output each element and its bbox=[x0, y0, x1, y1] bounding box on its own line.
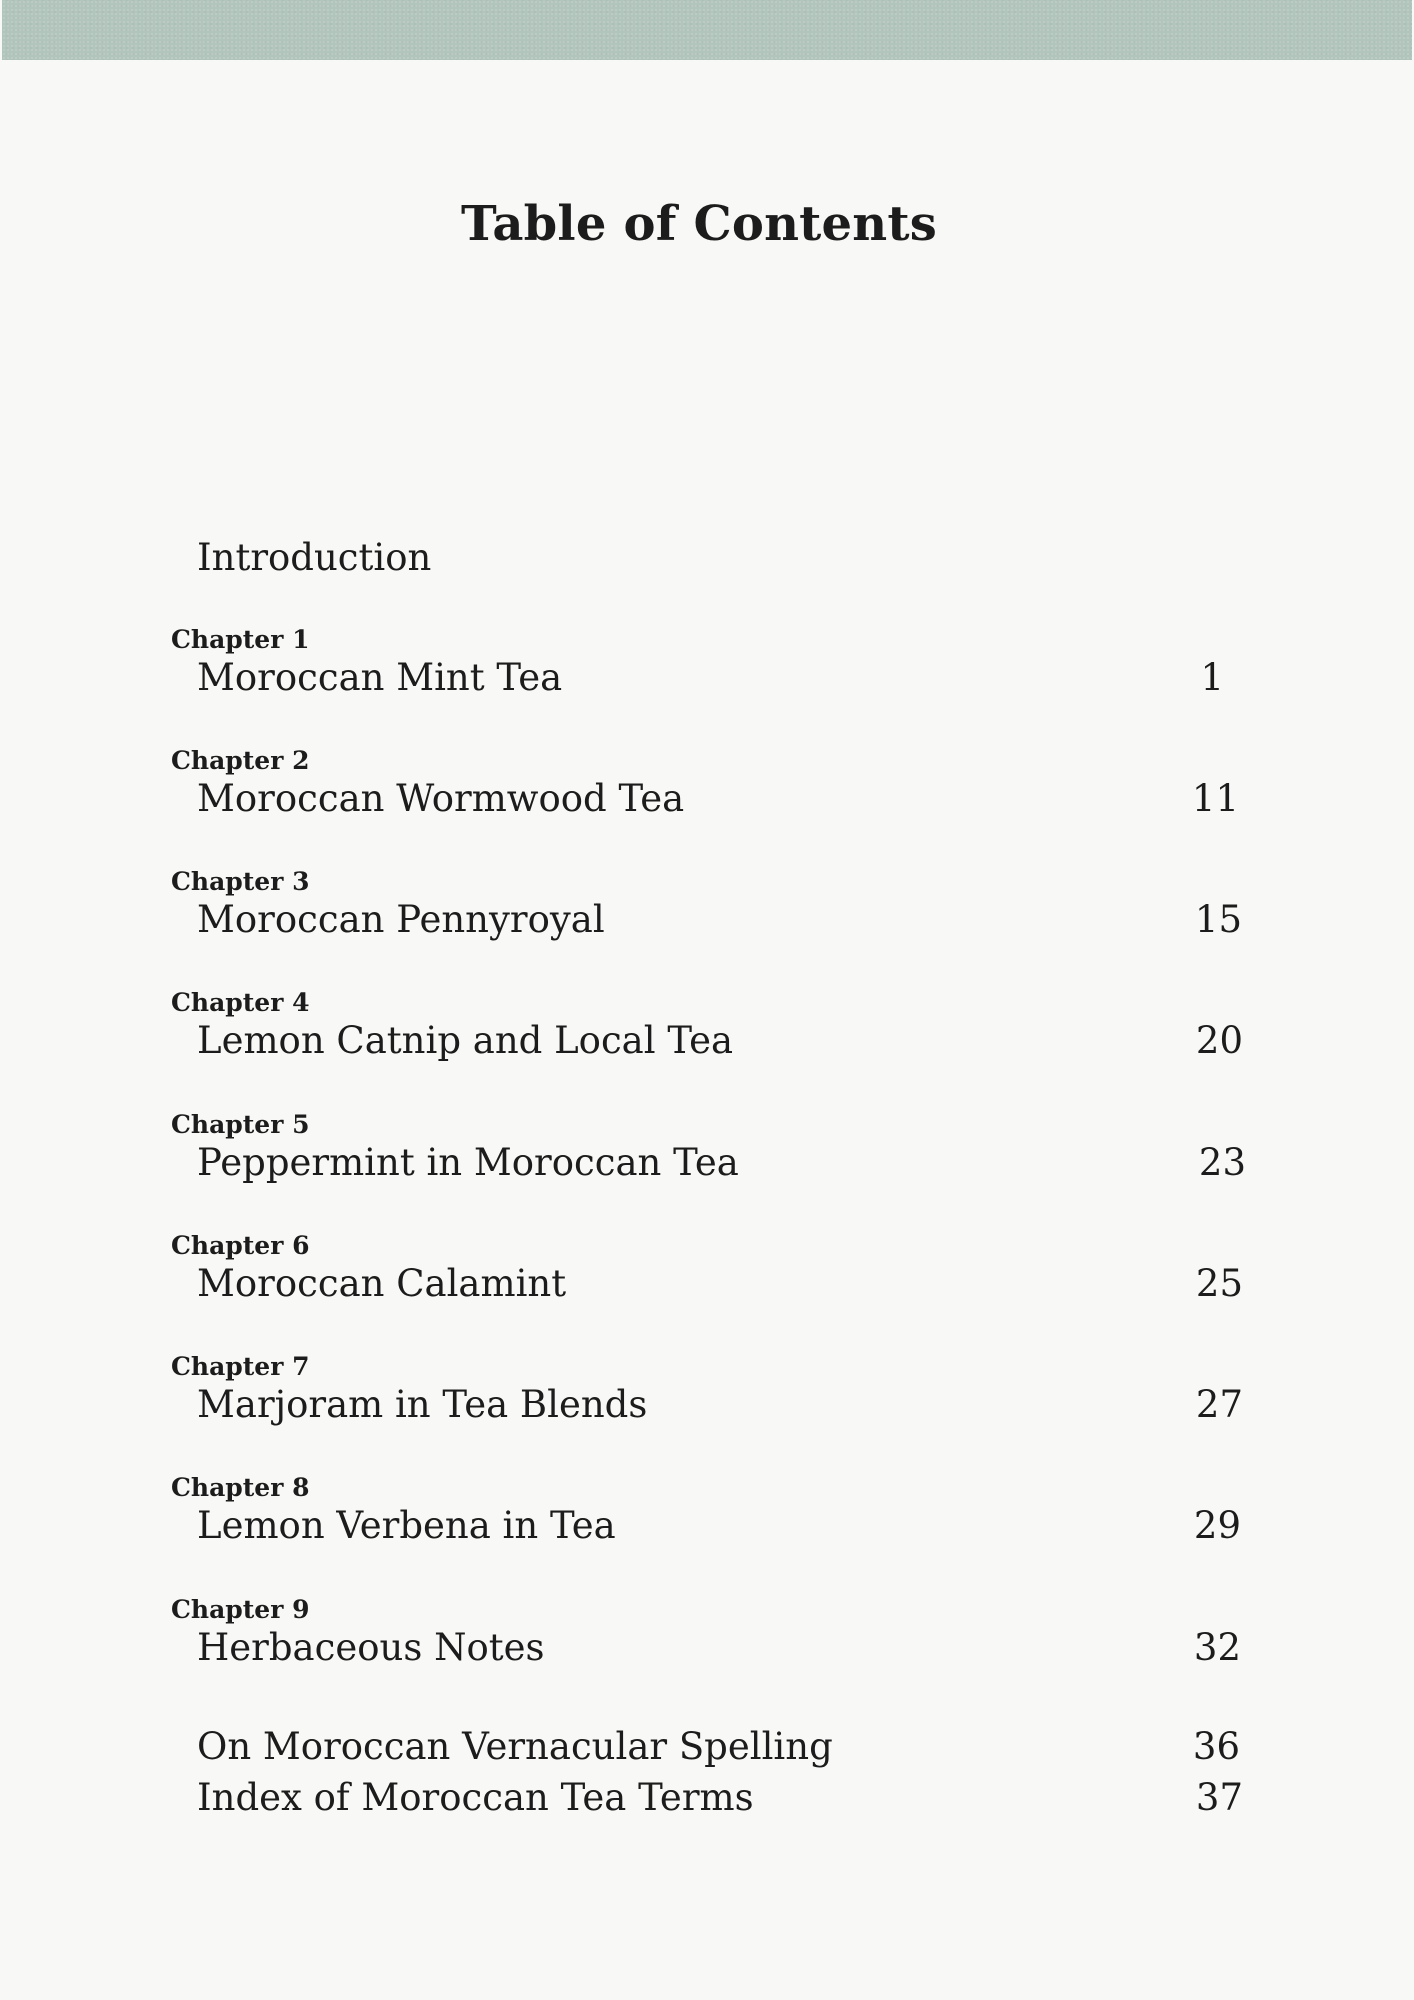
chapter-label: Chapter 8 bbox=[171, 1473, 310, 1502]
chapter-title: Moroccan Mint Tea bbox=[197, 656, 563, 699]
chapter-title: Moroccan Pennyroyal bbox=[197, 898, 605, 941]
page-title-text: Table of Contents bbox=[461, 196, 937, 252]
appendix-title: Index of Moroccan Tea Terms bbox=[197, 1776, 754, 1819]
chapter-label: Chapter 2 bbox=[171, 746, 310, 775]
chapter-label: Chapter 1 bbox=[171, 625, 310, 654]
page-number: 29 bbox=[1193, 1504, 1241, 1547]
page-number: 36 bbox=[1192, 1725, 1240, 1768]
chapter-title: Moroccan Wormwood Tea bbox=[197, 777, 685, 820]
chapter-label: Chapter 3 bbox=[171, 867, 310, 896]
chapter-title: Moroccan Calamint bbox=[197, 1262, 567, 1305]
page-number: 11 bbox=[1191, 777, 1239, 820]
page-number: 15 bbox=[1194, 898, 1242, 941]
chapter-title: Herbaceous Notes bbox=[197, 1626, 545, 1669]
appendix-title: On Moroccan Vernacular Spelling bbox=[197, 1725, 833, 1768]
page-number: 27 bbox=[1195, 1383, 1243, 1426]
chapter-label: Chapter 7 bbox=[171, 1352, 310, 1381]
page-number: 25 bbox=[1195, 1262, 1243, 1305]
page-number: 1 bbox=[1200, 656, 1224, 699]
page-number: 37 bbox=[1195, 1776, 1243, 1819]
chapter-label: Chapter 4 bbox=[171, 988, 310, 1017]
page-number: 32 bbox=[1193, 1626, 1241, 1669]
chapter-label: Chapter 6 bbox=[171, 1231, 310, 1260]
chapter-title: Marjoram in Tea Blends bbox=[197, 1383, 648, 1426]
page-number: 23 bbox=[1198, 1141, 1246, 1184]
chapter-label: Chapter 9 bbox=[171, 1595, 310, 1624]
chapter-title: Lemon Catnip and Local Tea bbox=[197, 1019, 734, 1062]
chapter-title: Lemon Verbena in Tea bbox=[197, 1504, 616, 1547]
chapter-title: Peppermint in Moroccan Tea bbox=[197, 1141, 739, 1184]
page-number: 20 bbox=[1195, 1019, 1243, 1062]
toc-entry-introduction: Introduction bbox=[197, 536, 432, 579]
chapter-label: Chapter 5 bbox=[171, 1110, 310, 1139]
